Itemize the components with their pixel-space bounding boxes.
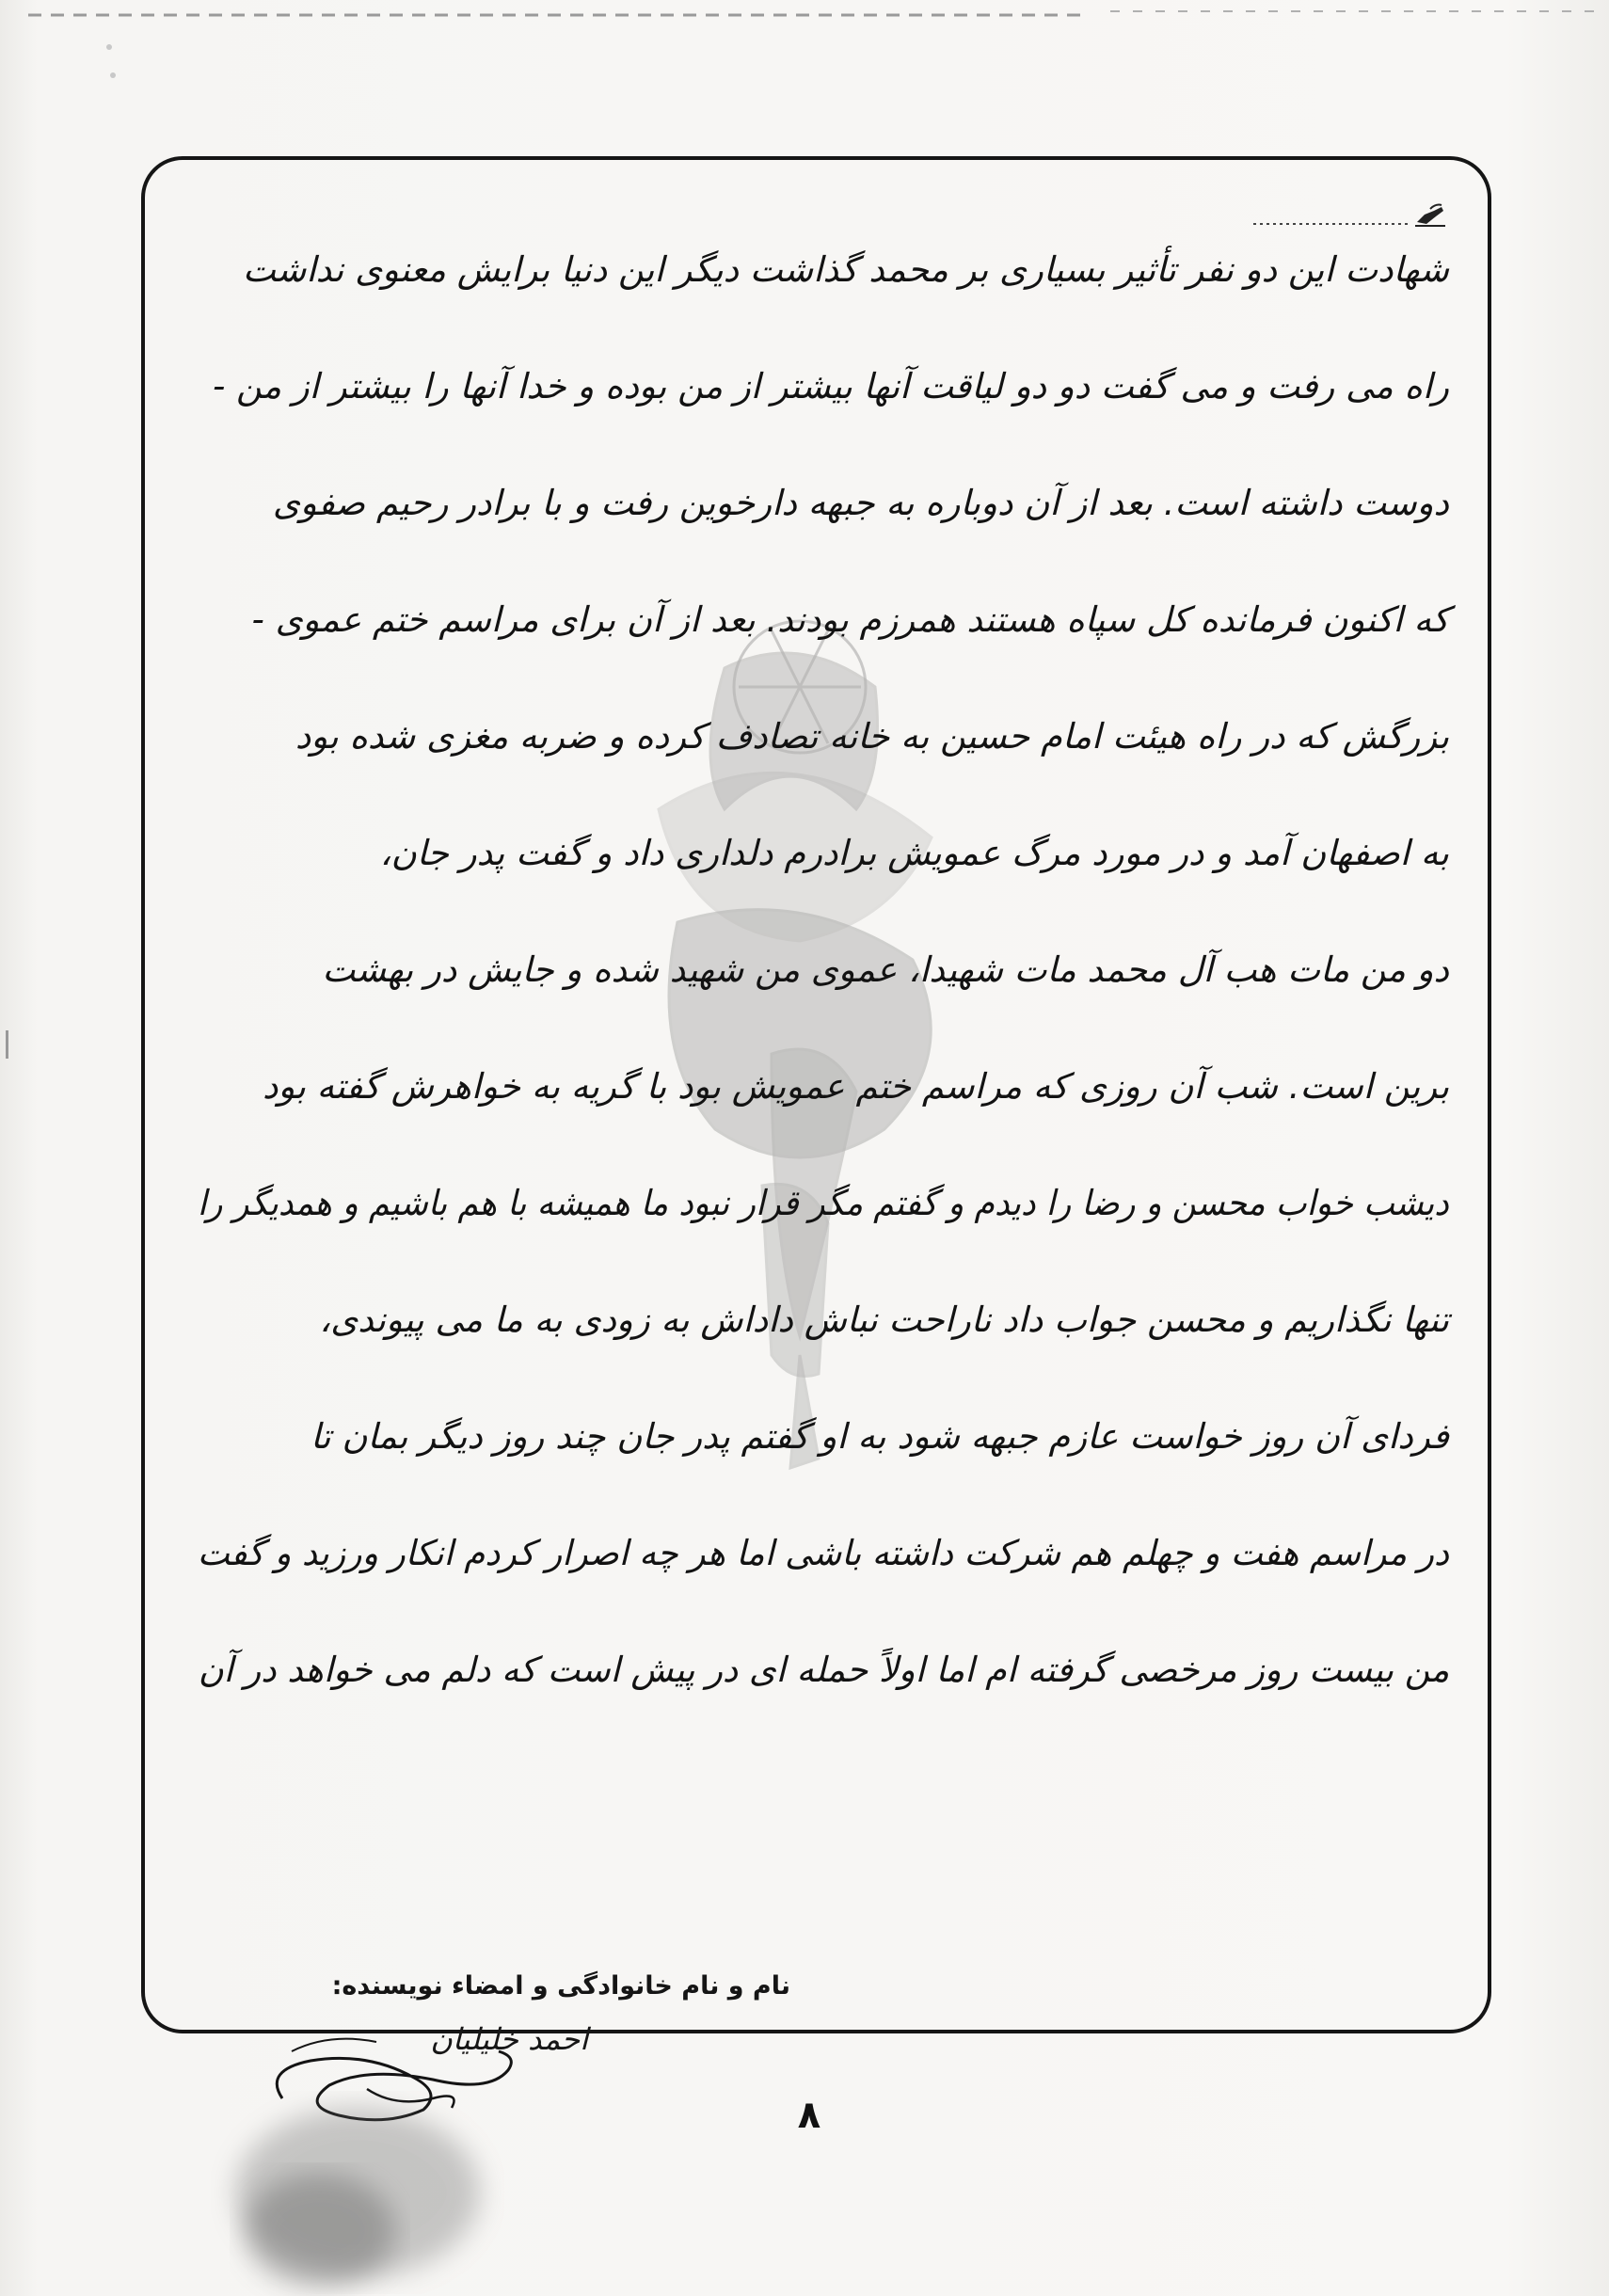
punch-hole-marks [94,38,132,94]
author-signature-label: نام و نام خانوادگی و امضاء نویسنده: [331,1971,790,2001]
handwritten-line: شهادت این دو نفر تأثیر بسیاری بر محمد گذاشت دیگر این دنیا برایش معنوی نداشت [243,249,1449,290]
scan-smudge [207,2070,546,2296]
handwritten-line: دیشب خواب محسن و رضا را دیدم و گفتم مگر قرار نبود ما همیشه با هم باشیم و همدیگر را [198,1183,1449,1223]
handwritten-line: به اصفهان آمد و در مورد مرگ عمویش برادرم دلداری داد و گفت پدر جان، [379,833,1449,873]
handwritten-line: فردای آن روز خواست عازم جبهه شود به او گفتم پدر جان چند روز دیگر بمان تا [311,1416,1449,1457]
edge-tick [4,1030,13,1059]
handwritten-line: در مراسم هفت و چهلم هم شرکت داشته باشی اما هر چه اصرار کردم انکار ورزید و گفت [197,1533,1449,1573]
handwritten-line: دو من مات هب آل محمد مات شهیدا، عموی من شهید شده و جایش در بهشت [322,949,1449,990]
scan-edge-artifacts [0,0,1609,38]
handwritten-body [179,212,1449,1729]
page-number: ۸ [797,2094,821,2137]
handwritten-line: که اکنون فرمانده کل سپاه هستند همرزم بودند. بعد از آن برای مراسم ختم عموی - [251,599,1449,640]
handwritten-line: دوست داشته است. بعد از آن دوباره به جبهه دارخوین رفت و با برادر رحیم صفوی [272,483,1449,523]
handwritten-line: برین است. شب آن روزی که مراسم ختم عمویش بود با گریه به خواهرش گفته بود [263,1066,1449,1107]
author-name: احمد خلیلیان [430,2021,588,2057]
handwritten-line: بزرگش که در راه هیئت امام حسین به خانه تصادف کرده و ضربه مغزی شده بود [295,716,1449,757]
handwritten-line: تنها نگذاریم و محسن جواب داد ناراحت نباش داداش به زودی به ما می پیوندی، [319,1299,1449,1340]
handwritten-line: راه می رفت و می گفت دو دو لیاقت آنها بیشتر از من بوده و خدا آنها را بیشتر از من - [212,366,1449,407]
handwritten-line: من بیست روز مرخصی گرفته ام اما اولاً حمله ای در پیش است که دلم می خواهد در آن [198,1650,1449,1690]
